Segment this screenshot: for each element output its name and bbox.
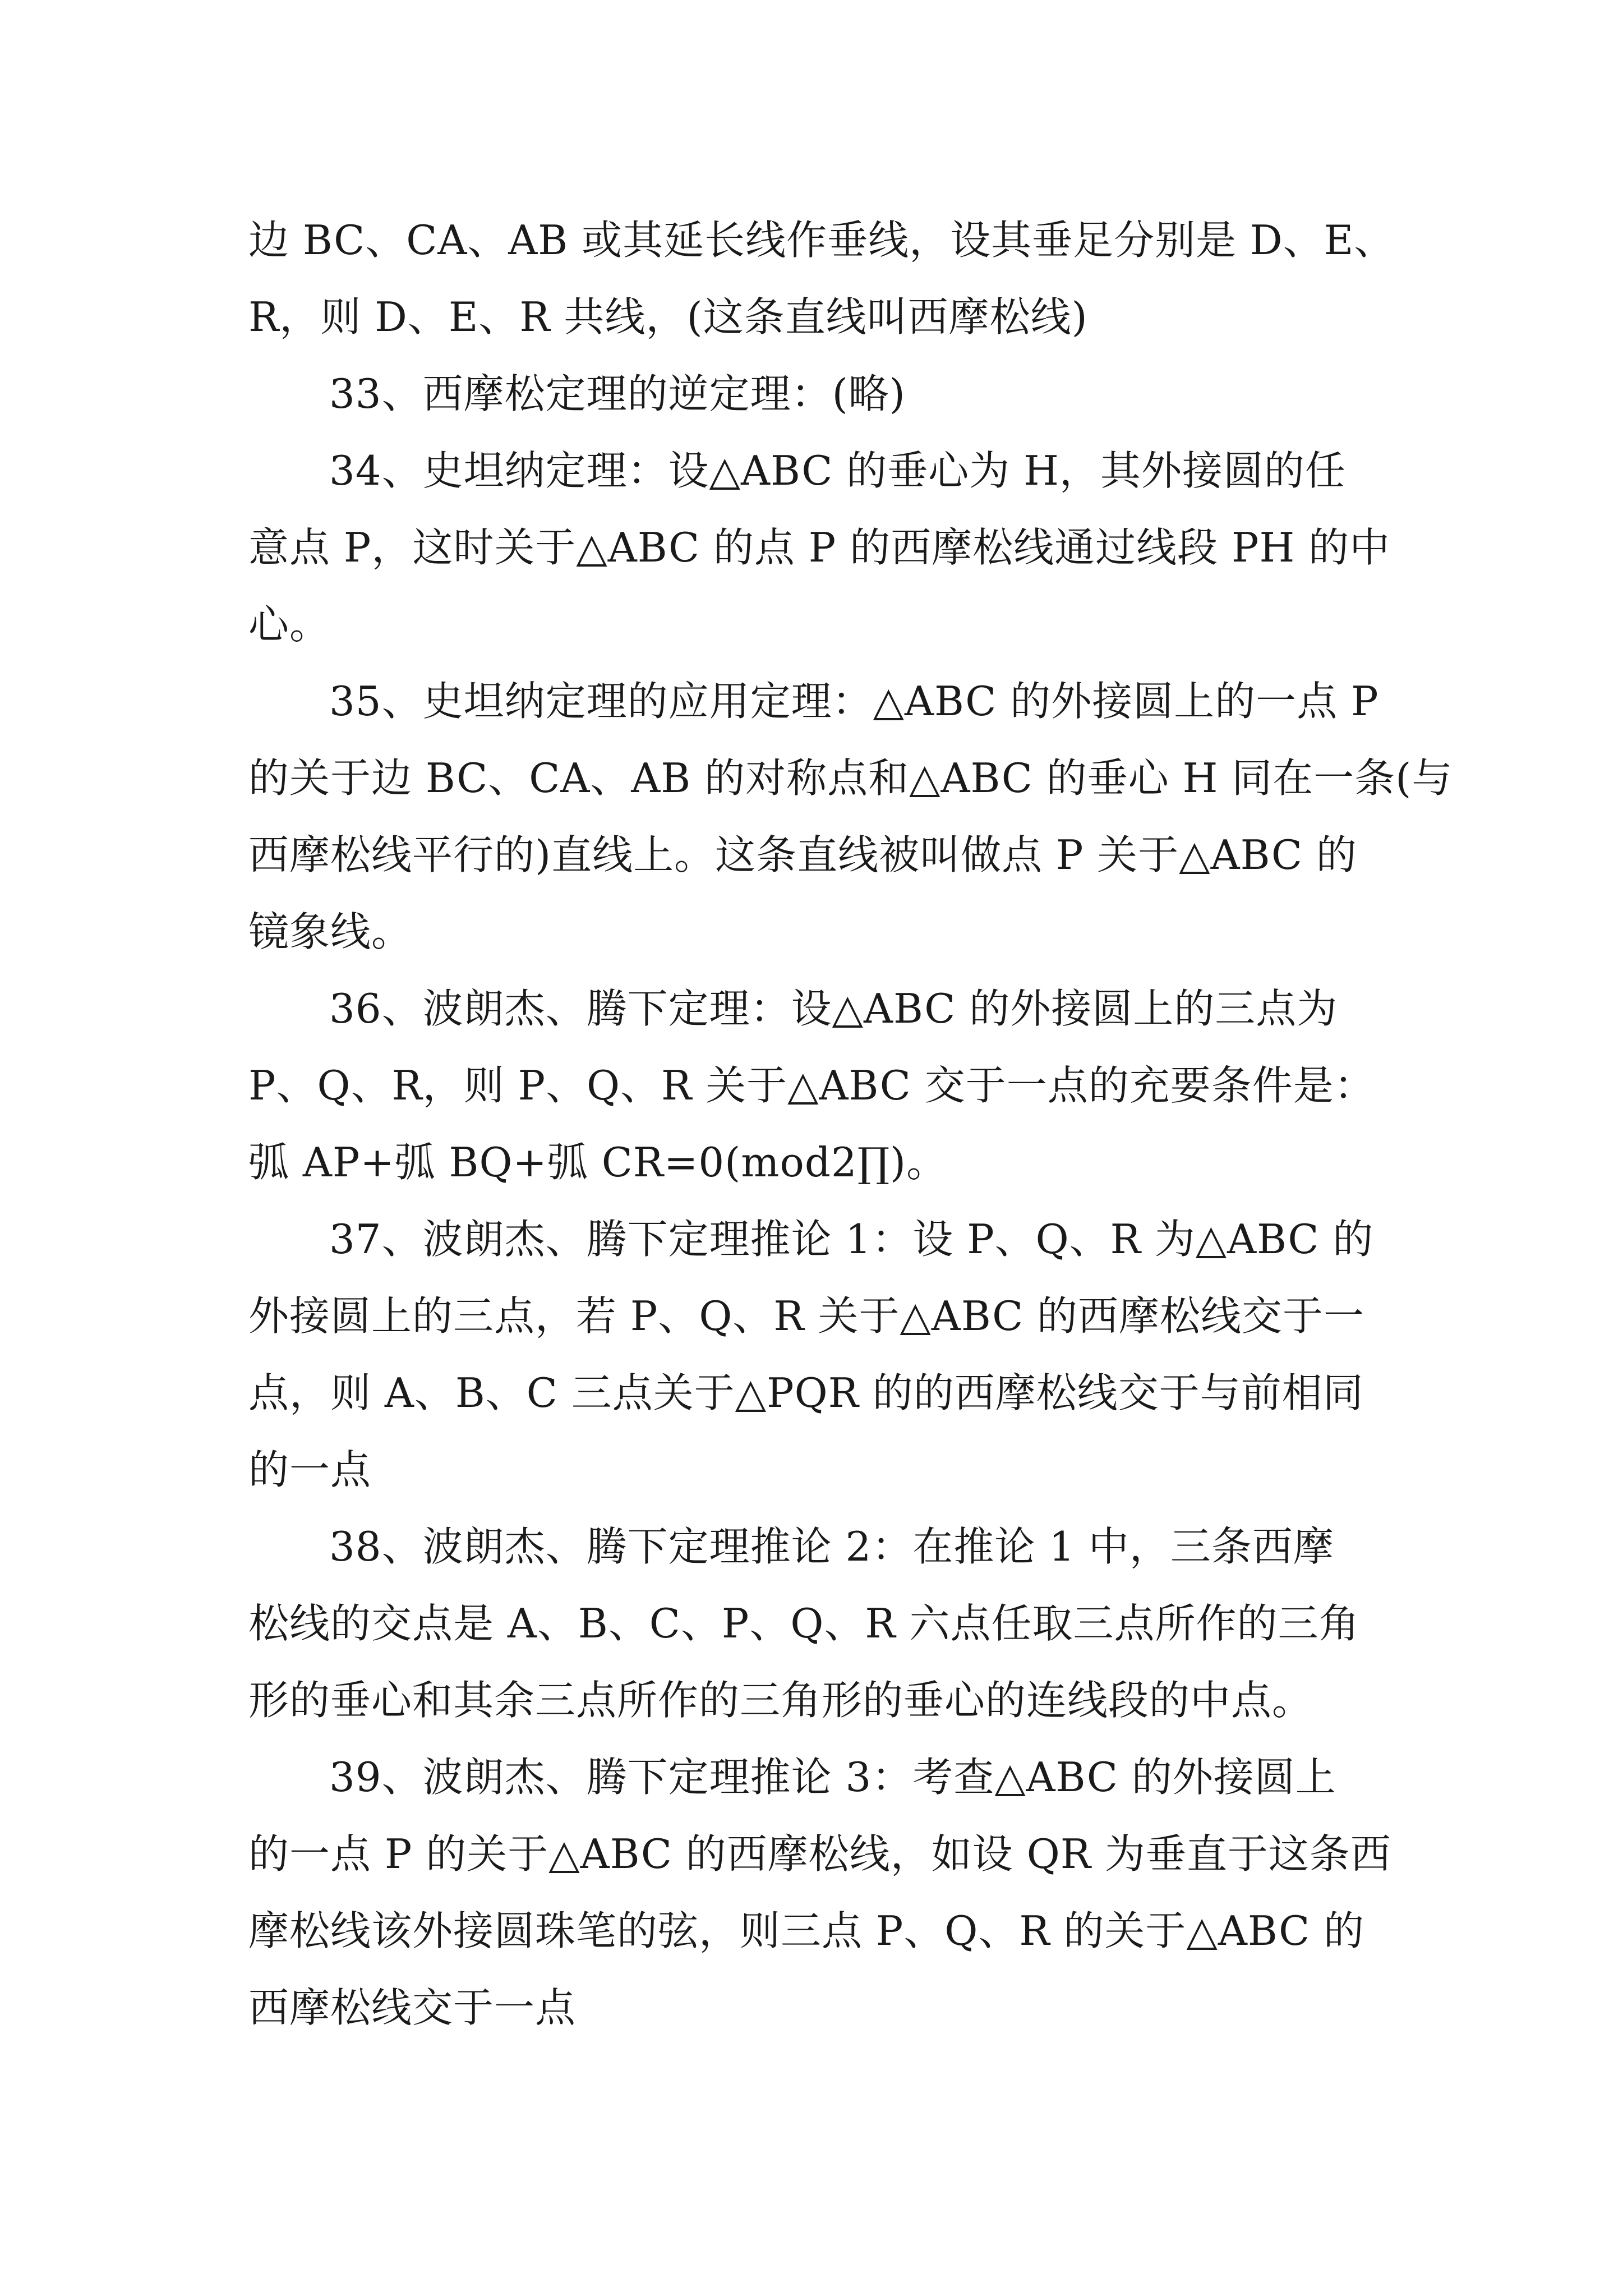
text-line: 的一点: [248, 1446, 372, 1493]
text-line: 外接圆上的三点，若 P、Q、R 关于△ABC 的西摩松线交于一: [248, 1292, 1365, 1340]
paragraph-35-line: 35、史坦纳定理的应用定理：△ABC 的外接圆上的一点 P: [329, 678, 1379, 725]
text-line: R，则 D、E、R 共线，(这条直线叫西摩松线): [248, 293, 1088, 341]
text-line: 形的垂心和其余三点所作的三角形的垂心的连线段的中点。: [248, 1677, 1313, 1724]
paragraph-36-line: 36、波朗杰、腾下定理：设△ABC 的外接圆上的三点为: [329, 985, 1338, 1032]
paragraph-37-line: 37、波朗杰、腾下定理推论 1：设 P、Q、R 为△ABC 的: [329, 1216, 1374, 1263]
text-line: 弧 AP+弧 BQ+弧 CR=0(mod2∏)。: [248, 1139, 948, 1186]
text-line: 摩松线该外接圆珠笔的弦，则三点 P、Q、R 的关于△ABC 的: [248, 1907, 1365, 1954]
text-line: 西摩松线平行的)直线上。这条直线被叫做点 P 关于△ABC 的: [248, 831, 1357, 878]
text-line: P、Q、R，则 P、Q、R 关于△ABC 交于一点的充要条件是：: [248, 1062, 1375, 1109]
text-line: 心。: [248, 601, 331, 648]
text-line: 的关于边 BC、CA、AB 的对称点和△ABC 的垂心 H 同在一条(与: [248, 754, 1453, 802]
text-line: 意点 P，这时关于△ABC 的点 P 的西摩松线通过线段 PH 的中: [248, 524, 1391, 571]
paragraph-33-line: 33、西摩松定理的逆定理：(略): [329, 370, 906, 417]
text-line: 西摩松线交于一点: [248, 1984, 577, 2031]
paragraph-38-line: 38、波朗杰、腾下定理推论 2：在推论 1 中，三条西摩: [329, 1523, 1334, 1570]
text-line: 的一点 P 的关于△ABC 的西摩松线，如设 QR 为垂直于这条西: [248, 1830, 1391, 1878]
paragraph-39-line: 39、波朗杰、腾下定理推论 3：考查△ABC 的外接圆上: [329, 1754, 1336, 1801]
text-line: 镜象线。: [248, 908, 413, 955]
document-body: [248, 202, 1453, 2046]
text-line: 松线的交点是 A、B、C、P、Q、R 六点任取三点所作的三角: [248, 1600, 1360, 1647]
text-line: 边 BC、CA、AB 或其延长线作垂线，设其垂足分别是 D、E、: [248, 217, 1395, 264]
paragraph-34-line: 34、史坦纳定理：设△ABC 的垂心为 H，其外接圆的任: [329, 447, 1346, 494]
text-line: 点，则 A、B、C 三点关于△PQR 的的西摩松线交于与前相同: [248, 1369, 1364, 1416]
